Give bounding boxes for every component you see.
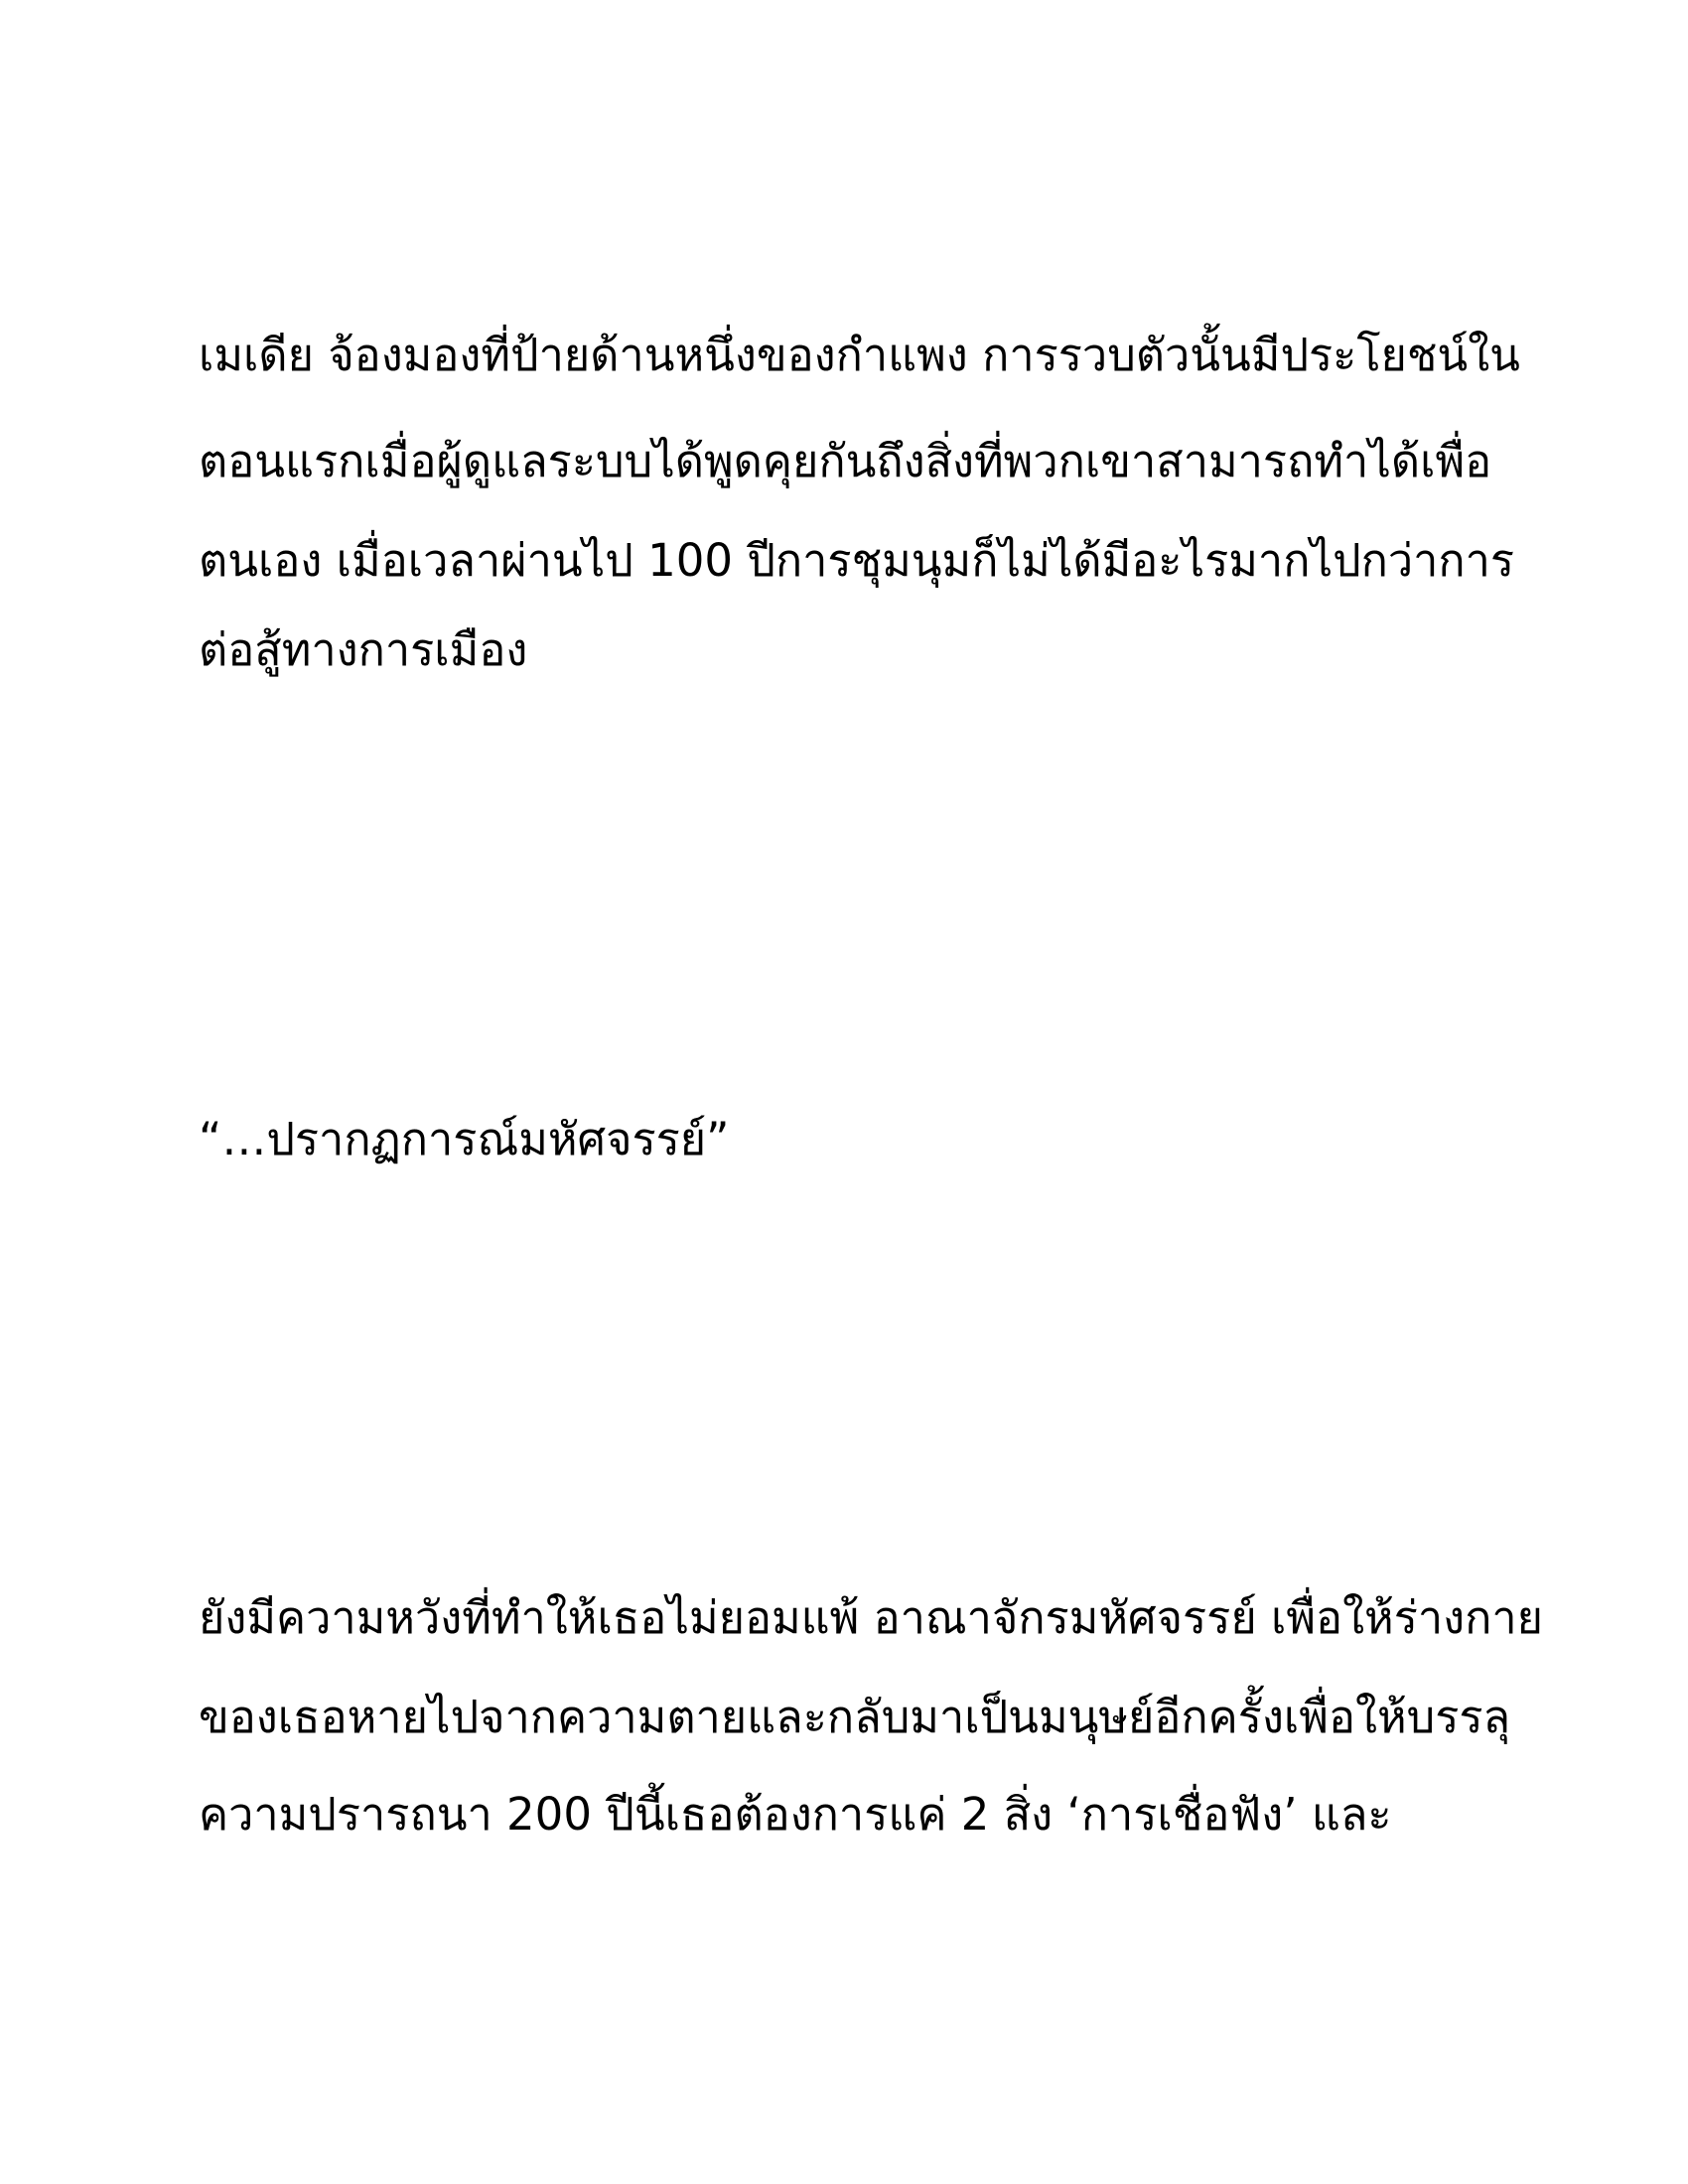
paragraph-2-line-1: ยังมีความหวังที่ทำให้เธอไม่ยอมแพ้ อาณาจักรมหัศจรรย์ เพื่อให้ร่างกาย (199, 1591, 1543, 1644)
paragraph-2-line-2: ของเธอหายไปจากความตายและกลับมาเป็นมนุษย์อีกครั้งเพื่อให้บรรลุ (199, 1691, 1511, 1743)
paragraph-1-line-2: ตอนแรกเมื่อผู้ดูแลระบบได้พูดคุยกันถึงสิ่งที่พวกเขาสามารถทำได้เพื่อ (199, 435, 1492, 487)
paragraph-1-line-4: ต่อสู้ทางการเมือง (199, 623, 528, 676)
quote-line: “…ปรากฏการณ์มหัศจรรย์” (199, 1113, 730, 1165)
paragraph-1-line-3: ตนเอง เมื่อเวลาผ่านไป 100 ปีการชุมนุมก็ไม่ได้มีอะไรมากไปกว่าการ (199, 534, 1515, 587)
paragraph-2-line-3: ความปรารถนา 200 ปีนี้เธอต้องการแค่ 2 สิ่ง ‘การเชื่อฟัง’ และ (199, 1788, 1392, 1841)
paragraph-1-line-1: เมเดีย จ้องมองที่ป้ายด้านหนึ่งของกำแพง การรวบตัวนั้นมีประโยชน์ใน (199, 329, 1520, 381)
